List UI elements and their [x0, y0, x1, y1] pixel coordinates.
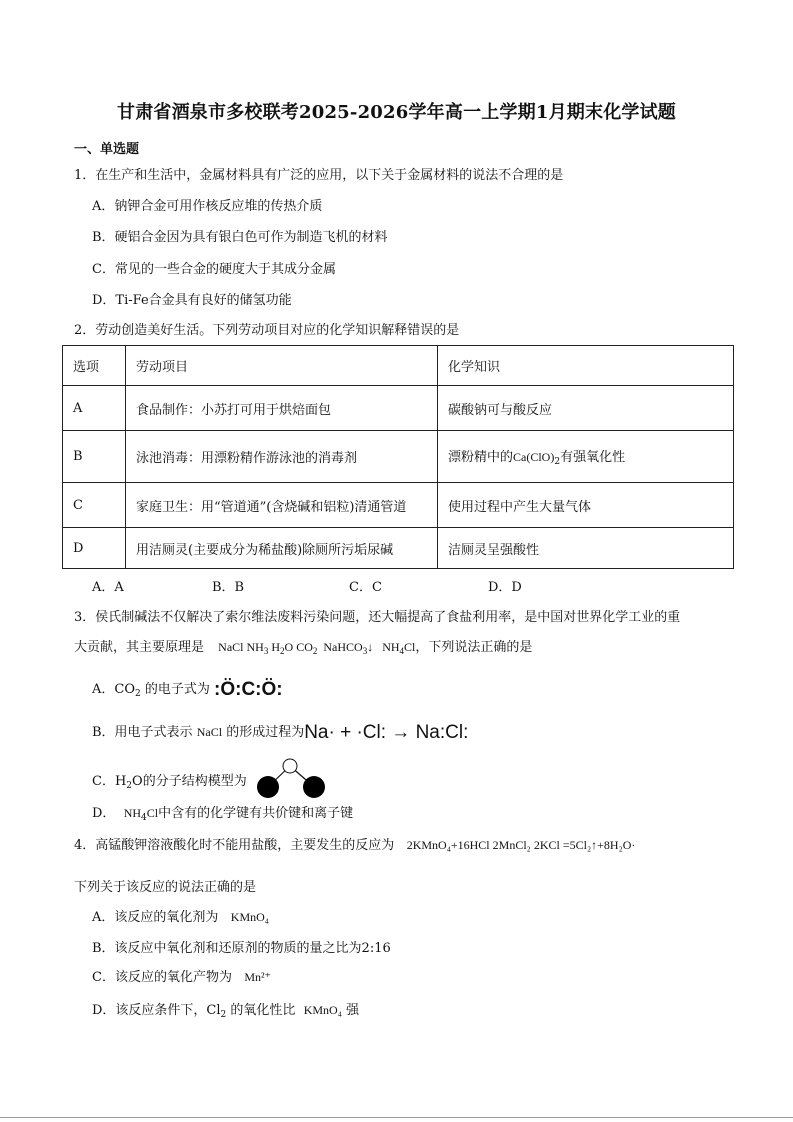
table-cell-item: 家庭卫生：用“管道通”(含烧碱和铝粒)清通管道 [126, 483, 438, 528]
table-cell-knowledge: 使用过程中产生大量气体 [438, 483, 734, 528]
table-cell-knowledge: 碳酸钠可与酸反应 [438, 386, 734, 431]
table-cell-knowledge [438, 431, 734, 483]
electron-formula: Na· + ·Cl: → Na:Cl: [304, 722, 469, 743]
table-cell-option: A [63, 386, 126, 431]
table-cell-option: C [63, 483, 126, 528]
table-row [63, 431, 734, 483]
question-4-option-b: B．该反应中氧化剂和还原剂的物质的量之比为2:16 [92, 941, 391, 956]
chemical-formula: NaCl [196, 725, 223, 739]
table-cell-option: B [63, 431, 126, 483]
question-2-answer-a: A．A [92, 580, 124, 595]
subscript: 3 [263, 646, 269, 656]
table-header-row [63, 346, 734, 386]
option-text: 的形成过程为 [226, 725, 305, 740]
formula-part: NaHCO [323, 640, 363, 654]
water-molecule-model-icon [255, 757, 327, 799]
subscript: 2 [280, 646, 285, 656]
formula-part: ↓ [367, 640, 374, 654]
subscript: 4 [399, 646, 405, 656]
electron-formula: :Ö:C:Ö: [214, 679, 283, 700]
chemical-formula: Ca(ClO) [513, 450, 555, 464]
subscript: 2 [220, 1010, 227, 1020]
stem-text: 大贡献，其主要原理是 [74, 640, 205, 655]
question-1-stem: 1．在生产和生活中，金属材料具有广泛的应用，以下关于金属材料的说法不合理的是 [74, 168, 564, 183]
page-bottom-divider [0, 1117, 793, 1118]
option-text: O的分子结构模型为 [132, 774, 247, 789]
question-3-option-b [92, 721, 468, 744]
reaction-equation: 2KMnO₄+16HCl 2MnCl₂ 2KCl =5Cl₂↑+8H₂O· [406, 838, 636, 852]
option-text: A．该反应的氧化剂为 [92, 910, 219, 925]
question-1-option-a: A．钠钾合金可用作核反应堆的传热介质 [92, 199, 323, 214]
chemical-formula: NH [123, 806, 142, 820]
knowledge-text: 漂粉精中的 [448, 450, 514, 465]
question-2-table [62, 345, 734, 569]
option-text: D． [92, 806, 116, 821]
option-text: C．该反应的氧化产物为 [92, 970, 232, 985]
formula-part: NH [246, 640, 264, 654]
option-text: 的氧化性比 [230, 1003, 296, 1018]
option-text: 强 [346, 1003, 360, 1018]
page-title: 甘肃省酒泉市多校联考2025-2026学年高一上学期1月期末化学试题 [117, 102, 676, 123]
chemical-formula: KMnO₄ [303, 1003, 342, 1017]
table-cell-item: 泳池消毒：用漂粉精作游泳池的消毒剂 [126, 431, 438, 483]
subscript: 2 [135, 689, 141, 699]
question-4-option-c [92, 966, 271, 985]
chemical-formula: Mn²⁺ [244, 970, 271, 984]
option-text: 中含有的化学键有共价键和离子键 [158, 806, 354, 821]
table-header-cell: 化学知识 [438, 346, 734, 386]
table-row [63, 386, 734, 431]
question-4-stem [74, 834, 635, 853]
question-3-option-d [92, 802, 353, 823]
formula-part: NaCl [218, 640, 244, 654]
question-1-option-b: B．硬铝合金因为具有银白色可作为制造飞机的材料 [92, 230, 388, 245]
table-row [63, 483, 734, 528]
option-text: C．H [92, 774, 127, 789]
option-text: D．该反应条件下，Cl [92, 1003, 221, 1018]
knowledge-text: 有强氧化性 [560, 450, 626, 465]
question-2-answer-c: C．C [349, 580, 382, 595]
question-2-answer-d: D．D [488, 580, 522, 595]
stem-text: ，下列说法正确的是 [415, 640, 533, 655]
stem-text: 4．高锰酸钾溶液酸化时不能用盐酸，主要发生的反应为 [74, 838, 395, 853]
question-3-stem-line2 [74, 636, 532, 656]
subscript: 2 [312, 646, 318, 656]
question-3-option-a [92, 678, 283, 701]
formula-part: O [284, 640, 294, 654]
table-header-cell: 选项 [63, 346, 126, 386]
question-2-stem: 2．劳动创造美好生活。下列劳动项目对应的化学知识解释错误的是 [74, 323, 460, 338]
option-text: 的电子式为 [144, 682, 210, 697]
question-1-option-d: D．Ti-Fe合金具有良好的储氢功能 [92, 293, 292, 308]
option-text: B．用电子式表示 [92, 725, 193, 740]
question-4-option-a [92, 906, 269, 925]
table-row [63, 528, 734, 569]
formula-part: H [271, 640, 281, 654]
formula-part: NH [382, 640, 400, 654]
subscript: 2 [554, 457, 561, 467]
subscript: 3 [362, 646, 368, 656]
question-3-option-c [92, 770, 247, 791]
table-cell-item: 食品制作：小苏打可用于烘焙面包 [126, 386, 438, 431]
subscript: 2 [126, 781, 133, 791]
question-3-stem-line1: 3．侯氏制碱法不仅解决了索尔维法废料污染问题，还大幅提高了食盐利用率，是中国对世界化学工业的重 [74, 610, 681, 625]
question-4-stem-line2: 下列关于该反应的说法正确的是 [74, 880, 257, 895]
table-cell-knowledge: 洁厕灵呈强酸性 [438, 528, 734, 569]
chemical-formula: Cl [146, 806, 159, 820]
chemical-formula: KMnO₄ [230, 910, 269, 924]
question-1-option-c: C．常见的一些合金的硬度大于其成分金属 [92, 262, 336, 277]
table-cell-item: 用洁厕灵(主要成分为稀盐酸)除厕所污垢尿碱 [126, 528, 438, 569]
subscript: 4 [141, 813, 147, 823]
question-4-option-d [92, 999, 359, 1020]
formula-part: Cl [404, 640, 416, 654]
formula-part: CO [296, 640, 313, 654]
table-header-cell: 劳动项目 [126, 346, 438, 386]
reaction-equation [218, 640, 415, 654]
table-cell-option: D [63, 528, 126, 569]
option-text: A．CO [92, 682, 135, 697]
section-heading: 一、单选题 [74, 142, 140, 157]
question-2-answer-b: B．B [212, 580, 245, 595]
